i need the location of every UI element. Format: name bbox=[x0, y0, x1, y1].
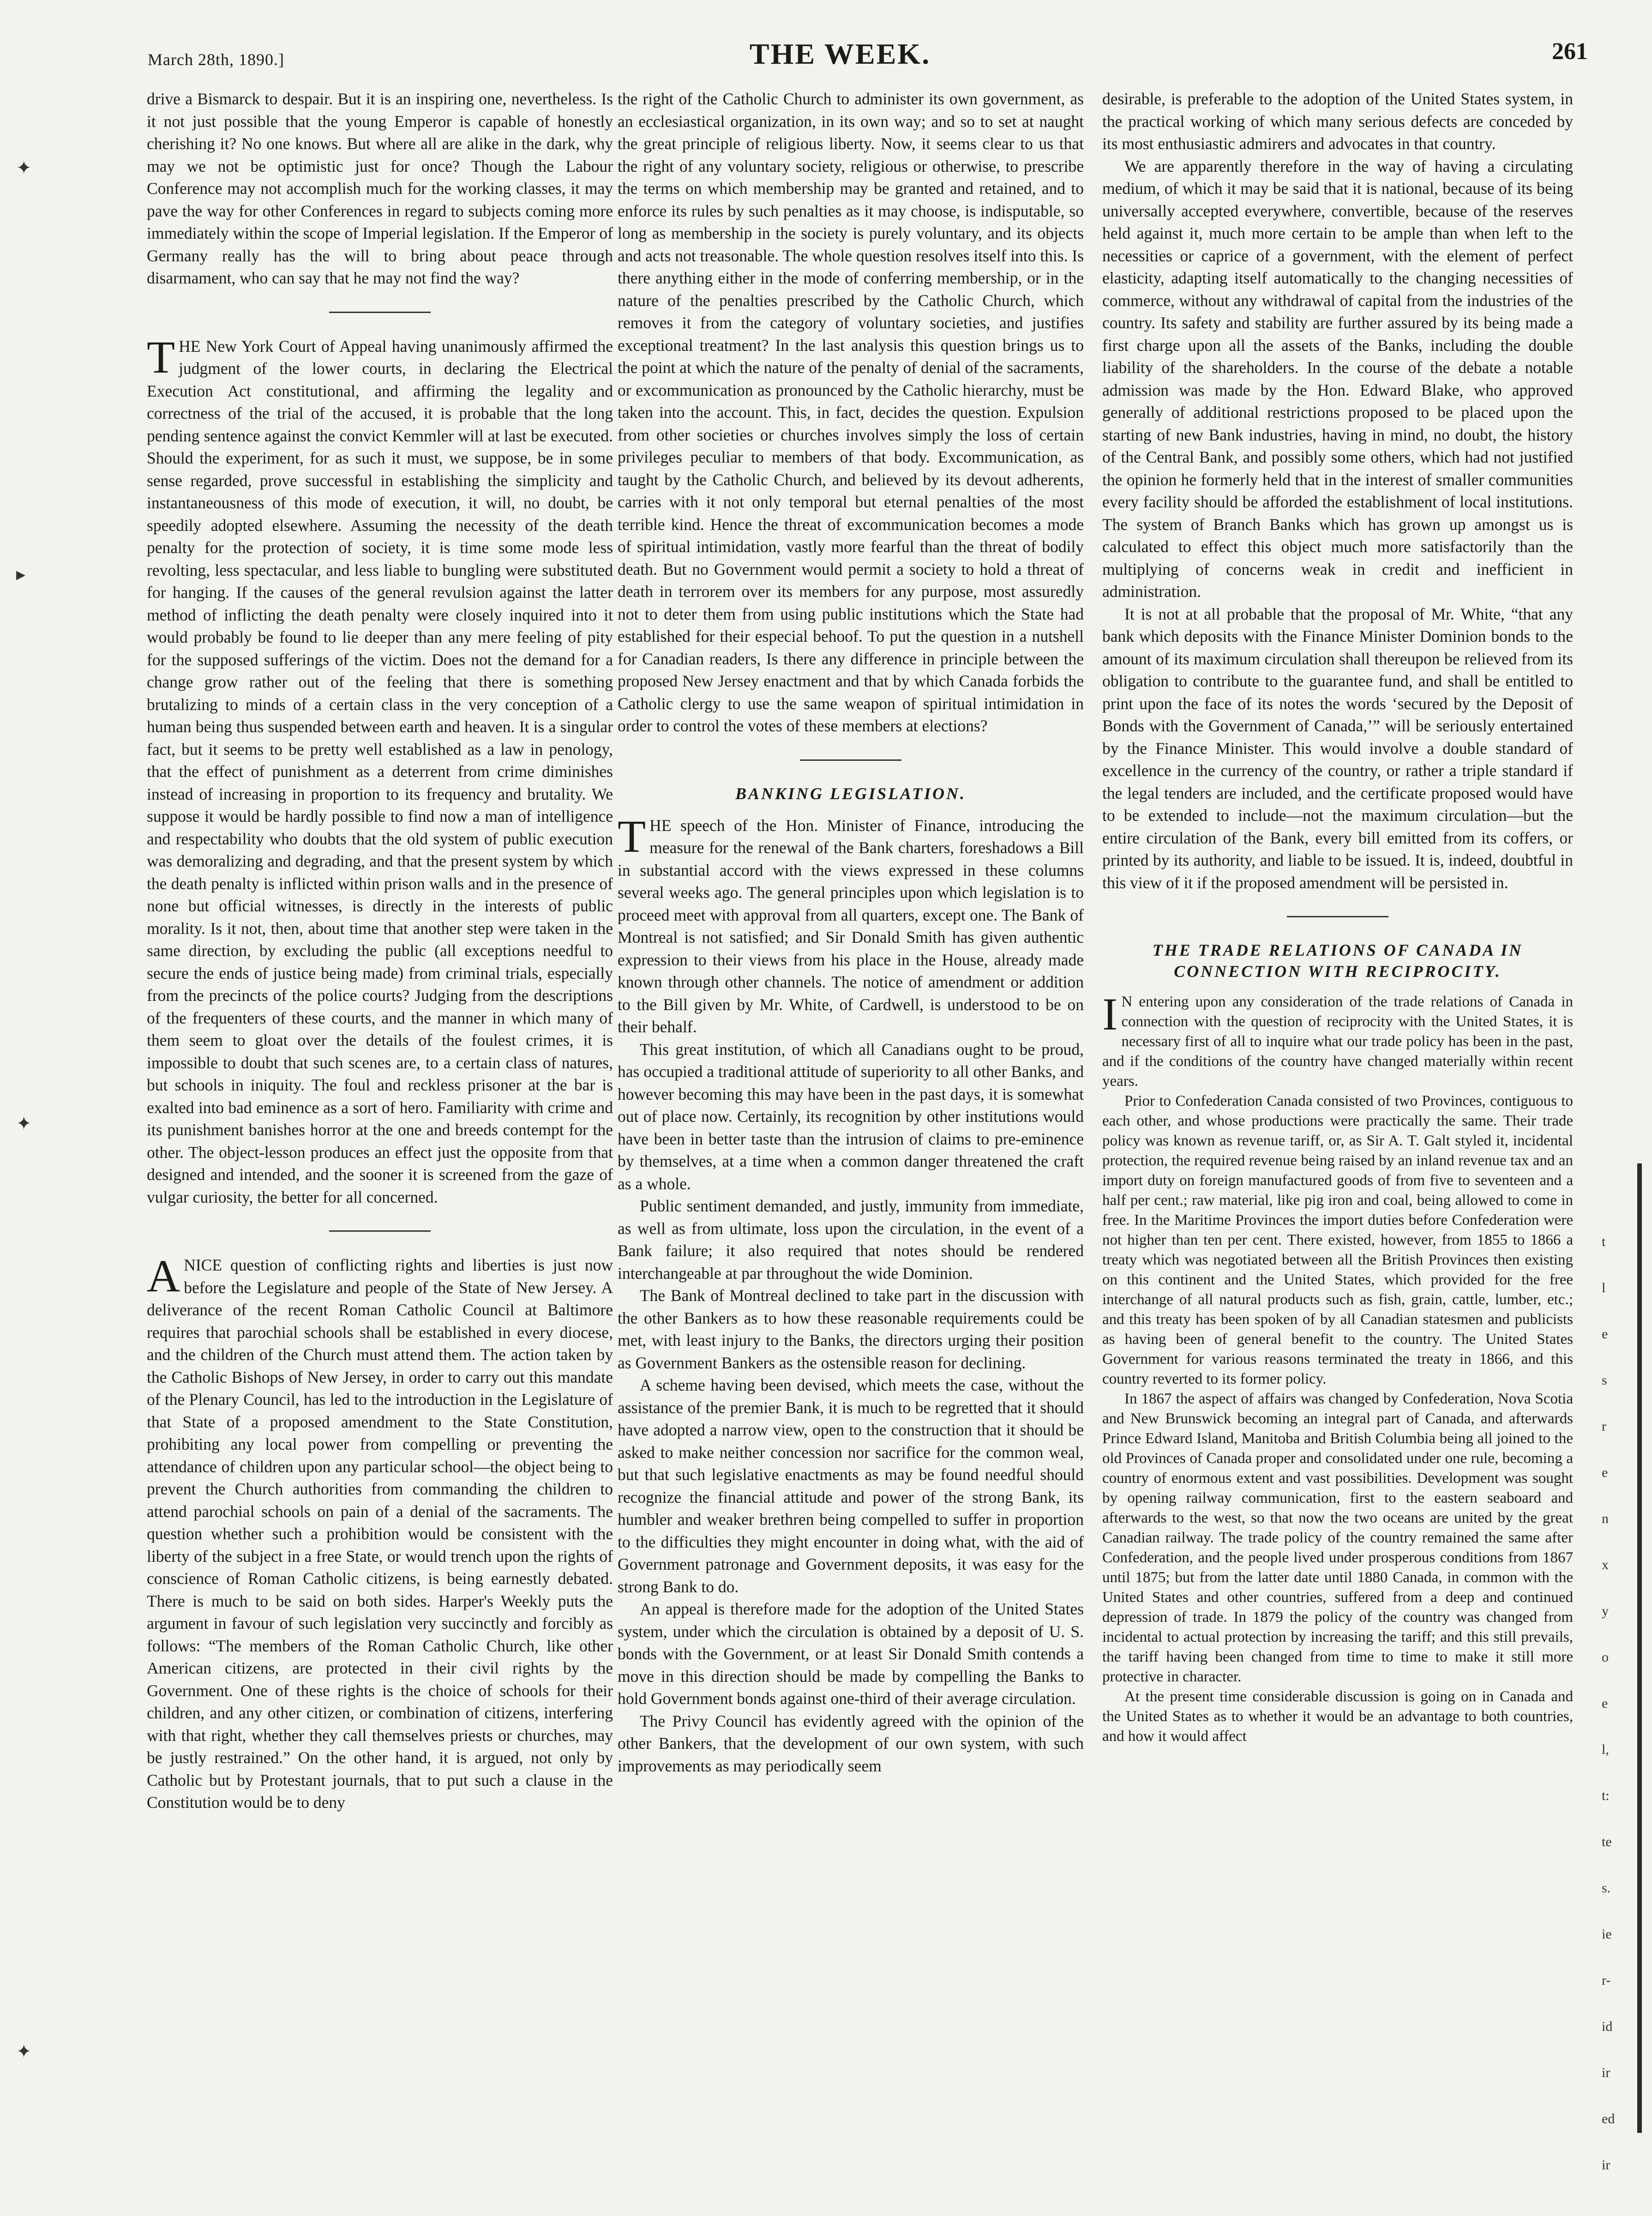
paragraph: At the present time considerable discussion is going on in Canada and the United States as to whether it would be an advantage to both countries, and how it would affect bbox=[1102, 1688, 1573, 1745]
margin-fragment: l, bbox=[1602, 1742, 1609, 1757]
section-divider bbox=[800, 759, 901, 761]
margin-fragment: ie bbox=[1602, 1927, 1612, 1942]
left-margin-mark: ▸ bbox=[16, 564, 26, 584]
section-divider bbox=[329, 312, 431, 313]
paragraph: the right of the Catholic Church to administer its own government, as an ecclesiastical organization, in its own way; and so to set at naught the great principle of religious liberty. Now, it seems clear to us that the right of any voluntary society, religious or otherwise, to prescribe the terms on which membership may be granted and retained, and to enforce its rules by such penalties as it may choose, is indisputable, so long as membership in the society is purely voluntary, and its objects and acts not treasonable. The whole question resolves itself into this. Is there anything either in the mode of conferring membership, or in the nature of the penalties prescribed by the Catholic Church, which removes it from the category of voluntary societies, and justifies exceptional treatment? In the last analysis this question brings us to the point at which the nature of the penalty of denial of the sacraments, or excommunication as pronounced by the Catholic hierarchy, must be taken into the account. This, in fact, decides the question. Expulsion from other societies or churches involves simply the loss of certain privileges peculiar to members of that body. Excommunication, as taught by the Catholic Church, and believed by its devout adherents, carries with it not only temporal but eternal penalties of the most terrible kind. Hence the threat of excommunication becomes a mode of spiritual intimidation, vastly more fearful than the threat of bodily death. But no Government would permit a society to hold a threat of death in terrorem over its members for any purpose, most assuredly not to deter them from using public institutions which the State had established for their especial behoof. To put the question in a nutshell for Canadian readers, Is there any difference in principle between the proposed New Jersey enactment and that by which Canada forbids the Catholic clergy to use the same weapon of spiritual intimidation in order to control the votes of these members at elections? bbox=[618, 90, 1084, 735]
margin-fragment: s. bbox=[1602, 1880, 1611, 1896]
section-heading: BANKING LEGISLATION. bbox=[735, 784, 967, 803]
margin-fragment: e bbox=[1602, 1326, 1608, 1342]
margin-fragment: t bbox=[1602, 1234, 1606, 1249]
paragraph: In 1867 the aspect of affairs was changed by Confederation, Nova Scotia and New Brunswick becoming an integral part of Canada, and afterwards Prince Edward Island, Manitoba and British Columbia being all joined to the old Provinces of Canada proper and consolidated under one rule, becoming a country of enormous extent and vast possibilities. Development was sought by opening railway communication, first to the eastern seaboard and afterwards to the west, so that now the two oceans are united by the great Canadian railway. The trade policy of the country remained the same after Confederation, and the people lived under prosperous conditions from 1867 until 1875; but from the latter date until 1880 Canada, in common with the United States and other countries, suffered from a deep and continued depression of trade. In 1879 the policy of the country was changed from incidental to actual protection by increasing the tariff; and this still prevails, the tariff having been changed from time to time to make it still more protective in character. bbox=[1102, 1391, 1573, 1685]
paragraph bbox=[1102, 988, 1573, 1091]
left-margin-mark: ✦ bbox=[16, 2041, 32, 2062]
paragraph: We are apparently therefore in the way of having a circulating medium, of which it may be said that it is national, because of its being universally accepted everywhere, convertible, because of the reserves held against it, much more certain to be ample than when left to the necessities or caprice of a government, with the element of perfect elasticity, adapting itself automatically to the changing necessities of commerce, without any withdrawal of capital from the industries of the country. Its safety and stability are further assured by its being made a first charge upon all the assets of the Banks, including the double liability of the shareholders. In the course of the debate a notable admission was made by the Hon. Edward Blake, who approved generally of additional restrictions proposed to be placed upon the starting of new Bank industries, having in mind, no doubt, the history of the Central Bank, and possibly some others, which had not justified the opinion he formerly held that in the interest of smaller communities every facility should be afforded the establishment of local institutions. The system of Branch Banks which has grown up amongst us is calculated to effect this object much more satisfactorily than the multiplying of concerns weak in credit and inefficient in administration. bbox=[1102, 157, 1573, 601]
article-body bbox=[1102, 988, 1573, 1746]
margin-fragment: ed bbox=[1602, 2111, 1615, 2126]
drop-cap: I bbox=[1102, 988, 1118, 1040]
column-3 bbox=[1102, 88, 1573, 1746]
margin-fragment: r- bbox=[1602, 1973, 1611, 1988]
margin-fragment: y bbox=[1602, 1603, 1609, 1619]
paragraph: Public sentiment demanded, and justly, immunity from immediate, as well as from ultimate, loss upon the circulation, in the event of a Bank failure; it also required that notes should be rendered interchangeable at par throughout the wide Dominion. bbox=[618, 1197, 1084, 1283]
paragraph: An appeal is therefore made for the adoption of the United States system, under which the circulation is obtained by a deposit of U. S. bonds with the Government, or at least Sir Donald Smith contends a move in this direction should be made by compelling the Banks to hold Government bonds against one-third of their average circulation. bbox=[618, 1600, 1084, 1708]
margin-fragment: ir bbox=[1602, 2157, 1610, 2173]
paragraph: It is not at all probable that the proposal of Mr. White, “that any bank which deposits with the Finance Minister Dominion bonds to the amount of its maximum circulation shall thereupon be relieved from its obligation to contribute to the guarantee fund, and shall be entitled to print upon the face of its notes the words ‘secured by the Deposit of Bonds with the Government of Canada,’” will be seriously entertained by the Finance Minister. This would involve a double standard of excellence in the currency of the country, or rather a triple standard if the legal tenders are included, and the certificate proposed would have to be extended to include—not the maximum circulation—but the entire circulation of the Bank, every bill emitted from its coffers, or printed by its authority, and liable to be issued. It is, indeed, doubtful in this view of it if the proposed amendment will be persisted in. bbox=[1102, 604, 1573, 892]
paragraph: A scheme having been devised, which meets the case, without the assistance of the premier Bank, it is much to be regretted that it should have adopted a narrow view, open to the construction that it should be asked to make neither concession nor sacrifice for the common weal, but that such legislative enactments as may be found needful should recognize the financial attitude and power of the strong Bank, its humbler and weaker brethren being compelled to suffer in proportion to the difficulties they might encounter in doing what, with the aid of Government patronage and Government deposits, it was easy for the strong Bank to do. bbox=[618, 1376, 1084, 1596]
margin-fragment: o bbox=[1602, 1650, 1609, 1665]
paragraph-text: NICE question of conflicting rights and liberties is just now before the Legislature and people of the State of New Jersey. A deliverance of the recent Roman Catholic Council at Baltimore requires that parochial schools shall be established in every diocese, and the children of the Church must attend them. The action taken by the Catholic Bishops of New Jersey, in order to carry out this mandate of the Plenary Council, has led to the introduction in the Legislature of that State of a proposed amendment to the State Constitution, prohibiting any local power from compelling or preventing the attendance of children upon any particular school—the object being to prevent the Church authorities from commanding the children to attend parochial schools on pain of a denial of the sacraments. The question whether such a prohibition would be consistent with the liberty of the subject in a free State, or would trench upon the rights of conscience of Roman Catholic citizens, is being earnestly debated. There is much to be said on both sides. Harper's Weekly puts the argument in favour of such legislation very succinctly and forcibly as follows: “The members of the Roman Catholic Church, like other American citizens, are protected in their civil rights by the Government. One of these rights is the choice of schools for their children, and any other citizen, or combination of citizens, interfering with that right, whether they call themselves priests or churches, may be justly restrained.” On the other hand, it is argued, not only by Catholic but by Protestant journals, that to put such a clause in the Constitution would be to deny bbox=[147, 1256, 613, 1812]
column-1 bbox=[147, 88, 613, 1814]
margin-fragment: t: bbox=[1602, 1788, 1610, 1803]
page-number: 261 bbox=[1552, 38, 1588, 65]
margin-fragment: r bbox=[1602, 1419, 1606, 1434]
drop-cap: T bbox=[618, 810, 646, 862]
paragraph bbox=[147, 331, 613, 1209]
margin-fragment: n bbox=[1602, 1511, 1609, 1526]
masthead-title: THE WEEK. bbox=[749, 37, 931, 70]
margin-fragment: x bbox=[1602, 1557, 1609, 1572]
left-margin-mark: ✦ bbox=[16, 157, 32, 178]
margin-fragment: l bbox=[1602, 1280, 1606, 1295]
margin-fragment: ir bbox=[1602, 2065, 1610, 2080]
margin-fragment: s bbox=[1602, 1373, 1607, 1388]
margin-fragment: e bbox=[1602, 1465, 1608, 1480]
paragraph: drive a Bismarck to despair. But it is an inspiring one, nevertheless. Is it not just possible that the young Emperor is capable of honestly cherishing it? No one knows. But where all are alike in the dark, why may we not be optimistic just for once? Though the Labour Conference may not accomplish much for the working classes, it may pave the way for other Conferences in regard to subjects coming more immediately within the scope of Imperial legislation. If the Emperor of Germany really has the will to bring about peace through disarmament, who can say that he may not find the way? bbox=[147, 90, 613, 287]
left-margin-mark: ✦ bbox=[16, 1113, 32, 1134]
paragraph: This great institution, of which all Canadians ought to be proud, has occupied a traditional attitude of superiority to all other Banks, and however becoming this may have been in the past days, it is somewhat out of place now. Certainly, its recognition by other institutions would have been in better taste than the intrusion of claims to pre-eminence by themselves, at a time when a common danger threatened the craft as a whole. bbox=[618, 1040, 1084, 1193]
column-2 bbox=[618, 88, 1084, 1777]
drop-cap: A bbox=[147, 1250, 180, 1301]
paragraph-text: N entering upon any consideration of the trade relations of Canada in connection with the question of reciprocity with the United States, it is necessary first of all to inquire what our trade policy has been in the past, and if the conditions of the country have changed materially within recent years. bbox=[1102, 994, 1573, 1090]
drop-cap: T bbox=[147, 331, 175, 383]
section-divider bbox=[1287, 916, 1388, 917]
paragraph bbox=[618, 810, 1084, 1038]
paragraph: desirable, is preferable to the adoption of the United States system, in the practical working of which many serious defects are conceded by its most enthusiastic admirers and advocates in that country. bbox=[1102, 90, 1573, 153]
page-header bbox=[92, 28, 1588, 78]
margin-fragment: te bbox=[1602, 1834, 1612, 1849]
margin-fragment: e bbox=[1602, 1696, 1608, 1711]
paragraph-text: HE New York Court of Appeal having unanimously affirmed the judgment of the lower courts, in declaring the Electrical Execution Act constitutional, and affirming the legality and correctness of the trial of the accused, it is probable that the long pending sentence against the convict Kemmler will at last be executed. Should the experiment, for as such it must, we suppose, be in some sense regarded, prove successful in establishing the simplicity and instantaneousness of this mode of execution, it will, no doubt, be speedily adopted elsewhere. Assuming the necessity of the death penalty for the protection of society, it is time some mode less revolting, less spectacular, and less liable to bungling were substituted for hanging. If the causes of the general revulsion against the latter method of inflicting the death penalty were closely inquired into it would probably be found to lie deeper than any mere feeling of pity for the supposed sufferings of the victim. Does not the demand for a change grow rather out of the feeling that there is something brutalizing to minds of a certain class in the very conception of a human being thus suspended between earth and heaven. It is a singular fact, but it seems to be pretty well established as a law in penology, that the effect of punishment as a deterrent from crime diminishes instead of increasing in proportion to its frequency and brutality. We suppose it would be hardly possible to find now a man of intelligence and respectability who doubts that the old system of public execution was demoralizing and degrading, and that the present system by which the death penalty is inflicted within prison walls and in the presence of none but official witnesses, is directly in the interests of public morality. Is it not, then, about time that another step were taken in the same direction, by excluding the public (all exceptions needful to secure the ends of justice being made) from criminal trials, especially from the precincts of the police courts? Judging from the descriptions of the frequenters of these courts, and the manner in which many of them seem to gloat over the details of the foulest crimes, it is impossible to doubt that such scenes are, to a certain class of natures, but schools in iniquity. The foul and reckless prisoner at the bar is exalted into bad eminence as a sort of hero. Familiarity with crime and its punishment banishes horror at the one and breeds contempt for the other. The object-lesson produces an effect just the opposite from that designed and intended, and the sooner it is screened from the gaze of vulgar curiosity, the better for all concerned. bbox=[147, 337, 613, 1206]
paragraph: The Privy Council has evidently agreed with the opinion of the other Bankers, that the development of our own system, with such improvements as may periodically seem bbox=[618, 1711, 1084, 1775]
section-heading: THE TRADE RELATIONS OF CANADA IN CONNECTION WITH RECIPROCITY. bbox=[1152, 941, 1523, 981]
section-divider bbox=[329, 1230, 431, 1232]
paragraph: Prior to Confederation Canada consisted of two Provinces, contiguous to each other, and whose productions were practically the same. Their trade policy was known as revenue tariff, or, as Sir A. T. Galt styled it, incidental protection, the required revenue being raised by an inland revenue tax and an import duty on foreign manufactured goods of from five to seventeen and a half per cent.; raw material, like pig iron and coal, being allowed to come in free. In the Maritime Provinces the import duties before Confederation were not higher than ten per cent. There existed, however, from 1855 to 1866 a treaty which was negotiated between all the British Provinces then existing on this continent and the United States, which provided for the free interchange of all natural products such as fish, grain, cattle, lumber, etc.; and this treaty has been spoken of by all Canadian statesmen and publicists as having been of general benefit to the country. The United States Government for various reasons terminated the treaty in 1866, and this country reverted to its former policy. bbox=[1102, 1093, 1573, 1387]
margin-fragment: id bbox=[1602, 2019, 1613, 2034]
issue-date: March 28th, 1890.] bbox=[148, 50, 284, 69]
page-edge-shadow bbox=[1637, 1163, 1642, 2133]
paragraph-text: HE speech of the Hon. Minister of Finance, introducing the measure for the renewal of the Bank charters, foreshadows a Bill in substantial accord with the views expressed in these columns several weeks ago. The general principles upon which legislation is to proceed meet with approval from all quarters, except one. The Bank of Montreal is not satisfied; and Sir Donald Smith has given authentic expression to their views from his place in the House, already made known through other channels. The notice of amendment or addition to the Bill given by Mr. White, of Cardwell, is understood to be on their behalf. bbox=[618, 816, 1084, 1036]
paragraph: The Bank of Montreal declined to take part in the discussion with the other Bankers as to how these reasonable requirements could be met, with least injury to the Banks, the directors urging their position as Government Bankers as the ostensible reason for declining. bbox=[618, 1286, 1084, 1372]
paragraph bbox=[147, 1250, 613, 1814]
